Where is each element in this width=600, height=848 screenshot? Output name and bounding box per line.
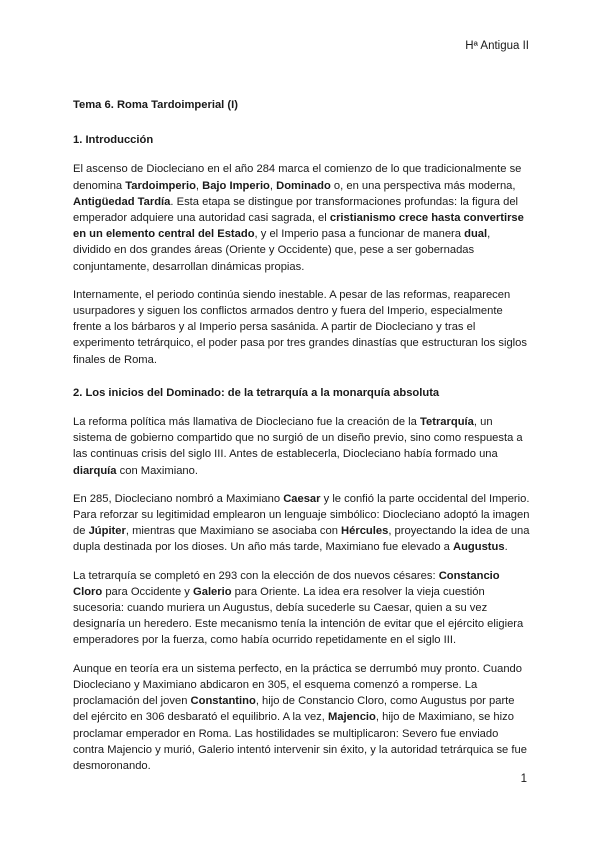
paragraph	[73, 491, 531, 556]
text-run: , proyectando la idea de una dupla destinada por los dioses. Un año más tarde, Maximiano fue elevado a	[73, 525, 530, 554]
bold-term: diarquía	[73, 464, 117, 477]
text-run: , y el Imperio pasa a funcionar de manera	[254, 228, 465, 241]
running-header: Hª Antigua II	[465, 40, 529, 52]
bold-term: dual	[464, 228, 488, 241]
bold-term: Dominado	[276, 179, 331, 192]
text-run: .	[504, 541, 508, 554]
text-run: para Occidente y	[102, 585, 194, 598]
bold-term: Majencio	[328, 711, 376, 724]
bold-term: Tetrarquía	[420, 416, 474, 429]
bold-term: Caesar	[283, 492, 321, 505]
paragraph	[73, 161, 531, 274]
page-number: 1	[520, 773, 527, 785]
text-run: La tetrarquía se completó en 293 con la elección de dos nuevos césares:	[73, 569, 439, 582]
paragraph	[73, 414, 531, 479]
text-run: para Oriente. La idea era resolver la vieja cuestión sucesoria: cuando muriera un Augustus, debía sucederle su Caesar, quien a su vez designaría un heredero. Este mecanismo tenía la intención de evitar que el ejército eligiera emperadores por la fuerza, como había ocurrido repetidamente en el siglo III.	[73, 585, 524, 647]
section-heading-introduccion: 1. Introducción	[73, 134, 154, 147]
bold-term: Constantino	[190, 695, 256, 708]
bold-term: Antigüedad Tardía	[73, 195, 171, 208]
text-run: , dividido en dos grandes áreas (Oriente y Occidente) que, pese a ser gobernadas conjuntamente, desarrollan dinámicas propias.	[73, 228, 491, 273]
text-run: , mientras que Maximiano se asociaba con	[125, 525, 342, 538]
bold-term: Júpiter	[88, 525, 126, 538]
paragraph	[73, 661, 531, 774]
section-heading-dominado: 2. Los inicios del Dominado: de la tetrarquía a la monarquía absoluta	[73, 386, 440, 399]
text-run: El ascenso de Diocleciano en el año 284 marca el comienzo de lo que tradicionalmente se denomina	[73, 163, 522, 192]
bold-term: Constancio Cloro	[73, 569, 500, 598]
text-run: ,	[269, 179, 277, 192]
text-run: o, en una perspectiva más moderna,	[330, 179, 516, 192]
bold-term: Hércules	[341, 525, 389, 538]
bold-term: Augustus	[452, 541, 505, 554]
text-run: , hijo de Maximiano, se hizo proclamar emperador en Roma. Las hostilidades se multiplicaron: Severo fue enviado contra Majencio y murió, Galerio intentó intervenir sin éxito, y la autoridad tetrárquica se fue desmoronando.	[73, 711, 527, 772]
text-run: . Esta etapa se distingue por transformaciones profundas: la figura del emperador adquiere una autoridad casi sagrada, el	[73, 195, 519, 225]
bold-term: Bajo Imperio	[202, 179, 270, 192]
text-run: En 285, Diocleciano nombró a Maximiano	[73, 492, 284, 505]
text-run: Internamente, el periodo continúa siendo inestable. A pesar de las reformas, reaparecen usurpadores y siguen los conflictos armados dentro y fuera del Imperio, especialmente frente a los bárbaros y al Imperio persa sasánida. A partir de Diocleciano y tras el experimento tetrárquico, el poder pasa por tres grandes dinastías que estructuran los siglos finales de Roma.	[73, 288, 527, 366]
paragraph	[73, 287, 531, 368]
text-run: , hijo de Constancio Cloro, como Augustus por parte del ejército en 306 desbarató el equilibrio. A la vez,	[73, 695, 515, 724]
bold-term: cristianismo crece hasta convertirse en un elemento central del Estado	[73, 212, 524, 241]
paragraph	[73, 568, 531, 649]
text-run: , un sistema de gobierno compartido que no surgió de un diseño previo, sino como respuesta a las continuas crisis del siglo III. Antes de establecerla, Diocleciano había formado una	[73, 416, 523, 461]
document-title: Tema 6. Roma Tardoimperial (I)	[73, 99, 238, 111]
text-run: Aunque en teoría era un sistema perfecto, en la práctica se derrumbó muy pronto. Cuando Diocleciano y Maximiano abdicaron en 305, el esquema comenzó a romperse. La proclamación del joven	[73, 662, 523, 708]
bold-term: Galerio	[193, 585, 232, 598]
text-run: La reforma política más llamativa de Diocleciano fue la creación de la	[73, 416, 420, 429]
bold-term: Tardoimperio	[125, 179, 196, 192]
text-run: con Maximiano.	[116, 464, 198, 477]
text-run: y le confió la parte occidental del Imperio. Para reforzar su legitimidad emplearon un lenguaje simbólico: Diocleciano adoptó la imagen de	[73, 492, 530, 538]
document-body	[73, 97, 531, 786]
text-run: ,	[195, 179, 203, 192]
